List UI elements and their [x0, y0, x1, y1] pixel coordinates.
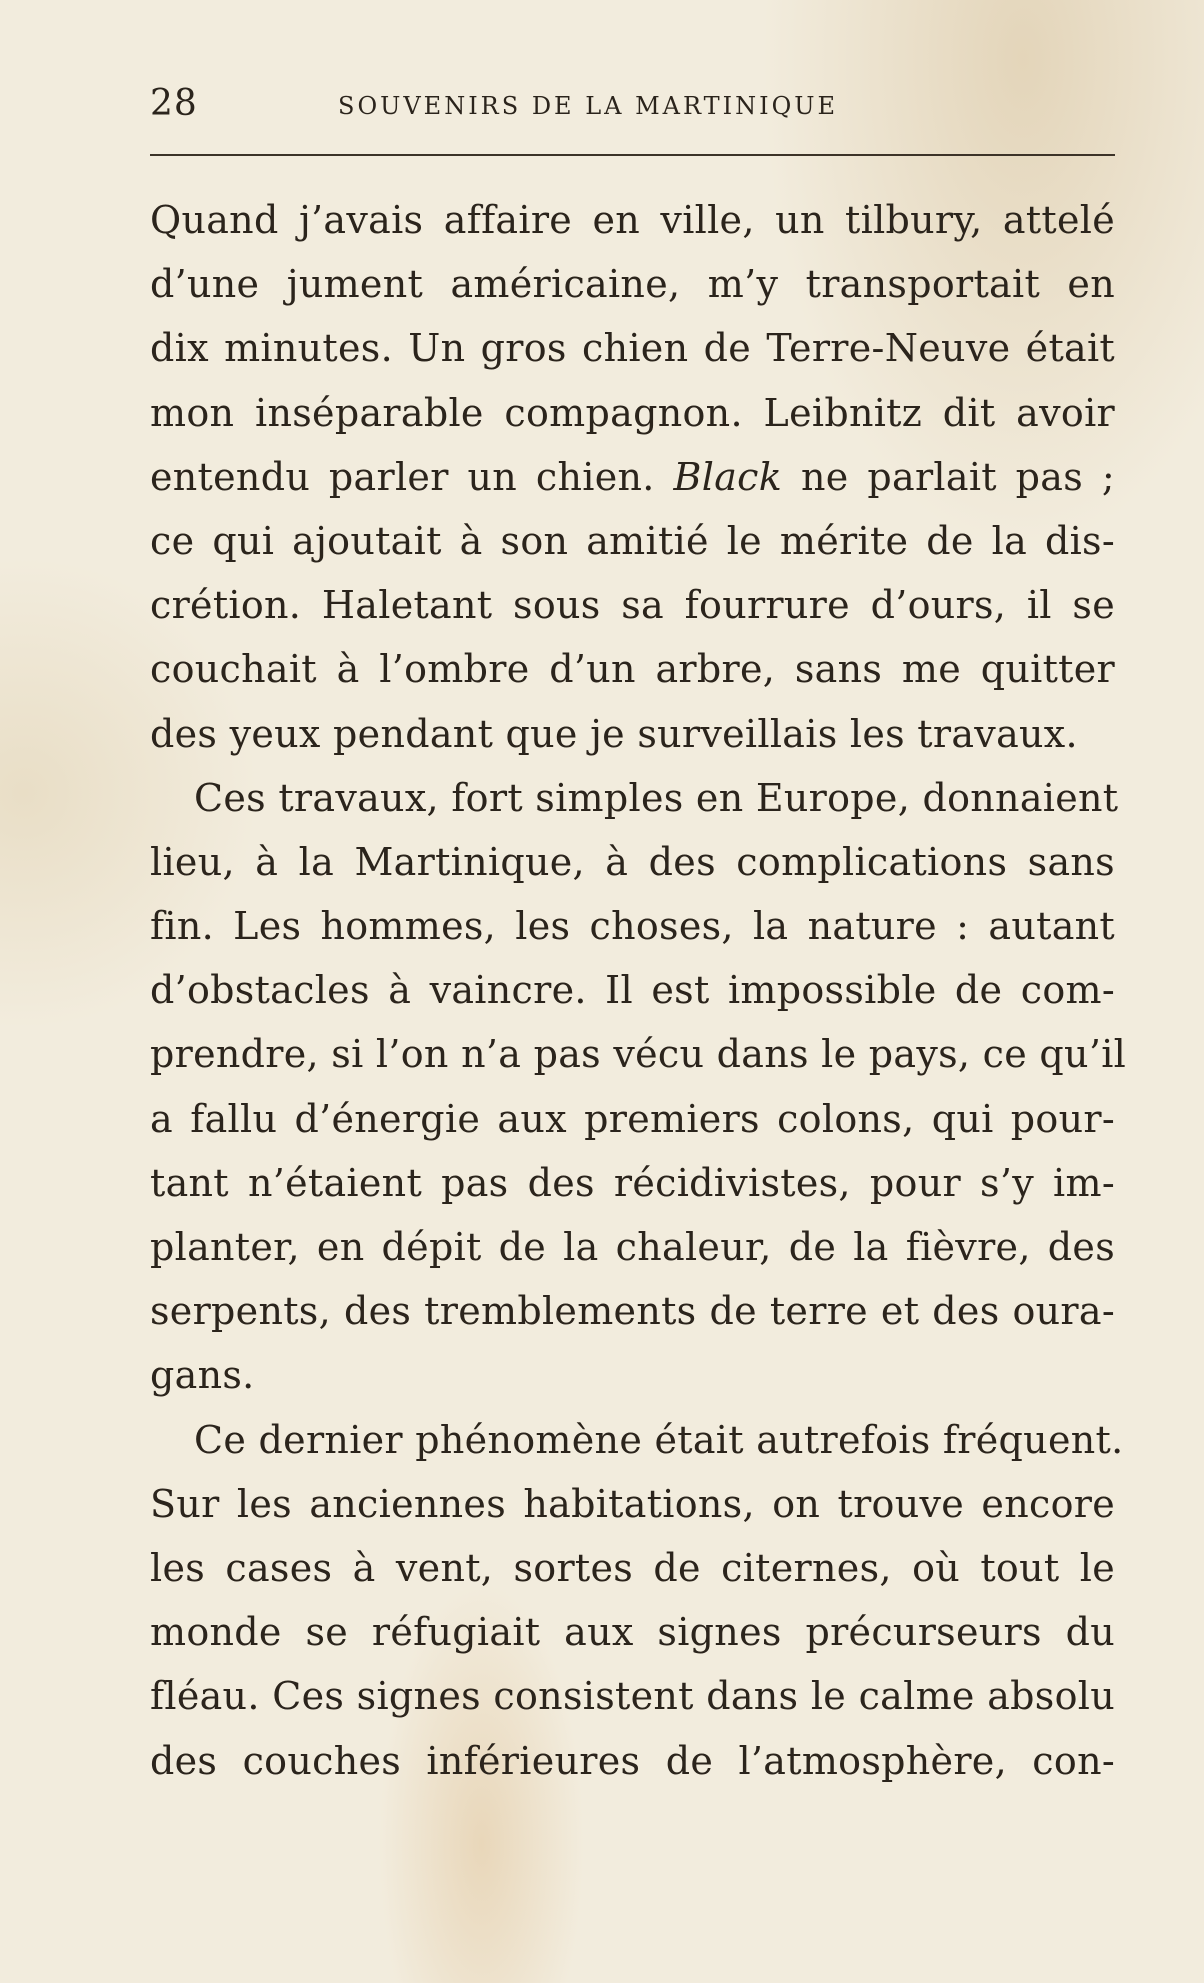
running-title: SOUVENIRS DE LA MARTINIQUE: [338, 92, 839, 120]
header-rule: [150, 154, 1115, 156]
italic-name-black: Black: [673, 454, 783, 499]
text-line: fin. Les hommes, les choses, la nature : autant: [150, 904, 1115, 949]
text-line: des yeux pendant que je surveillais les travaux.: [150, 711, 1078, 756]
text-segment: ne parlait pas ;: [800, 454, 1116, 499]
text-line: d’une jument américaine, m’y transportait en: [150, 262, 1115, 307]
paragraph-3: [150, 1408, 1124, 1793]
text-line: ce qui ajoutait à son amitié le mérite de la dis-: [150, 518, 1115, 563]
text-line: couchait à l’ombre d’un arbre, sans me quitter: [150, 647, 1115, 692]
text-line: fléau. Ces signes consistent dans le calme absolu: [150, 1674, 1115, 1719]
text-line: monde se réfugiait aux signes précurseurs du: [150, 1610, 1115, 1655]
text-line-with-italic: [150, 445, 1115, 509]
text-line: dix minutes. Un gros chien de Terre-Neuve était: [150, 326, 1115, 371]
text-line: a fallu d’énergie aux premiers colons, qui pour-: [150, 1096, 1115, 1141]
text-line: les cases à vent, sortes de citernes, où tout le: [150, 1545, 1115, 1590]
paragraph-2: [150, 766, 1127, 1408]
text-line: lieu, à la Martinique, à des complications sans: [150, 839, 1115, 884]
page-header: [150, 82, 1115, 142]
paragraph-1: [150, 188, 1115, 766]
text-line: planter, en dépit de la chaleur, de la fièvre, des: [150, 1225, 1115, 1269]
text-line: gans.: [150, 1353, 255, 1398]
page-number: 28: [150, 83, 198, 124]
text-line: d’obstacles à vaincre. Il est impossible de com-: [150, 968, 1115, 1013]
text-line: Ce dernier phénomène était autrefois fréquent.: [194, 1417, 1124, 1462]
text-line: Sur les anciennes habitations, on trouve encore: [150, 1481, 1115, 1526]
text-line: serpents, des tremblements de terre et des oura-: [150, 1289, 1115, 1334]
text-line: des couches inférieures de l’atmosphère, con-: [150, 1738, 1115, 1783]
text-line: mon inséparable compagnon. Leibnitz dit avoir: [150, 390, 1115, 435]
text-segment: entendu parler un chien.: [150, 454, 655, 499]
text-line: Ces travaux, fort simples en Europe, donnaient: [194, 775, 1119, 820]
text-line: crétion. Haletant sous sa fourrure d’ours, il se: [150, 583, 1115, 628]
text-line: Quand j’avais affaire en ville, un tilbury, attelé: [150, 198, 1115, 242]
text-line: prendre, si l’on n’a pas vécu dans le pays, ce qu’il: [150, 1032, 1127, 1077]
text-line: tant n’étaient pas des récidivistes, pour s’y im-: [150, 1160, 1115, 1205]
body-text: [150, 188, 1127, 1793]
